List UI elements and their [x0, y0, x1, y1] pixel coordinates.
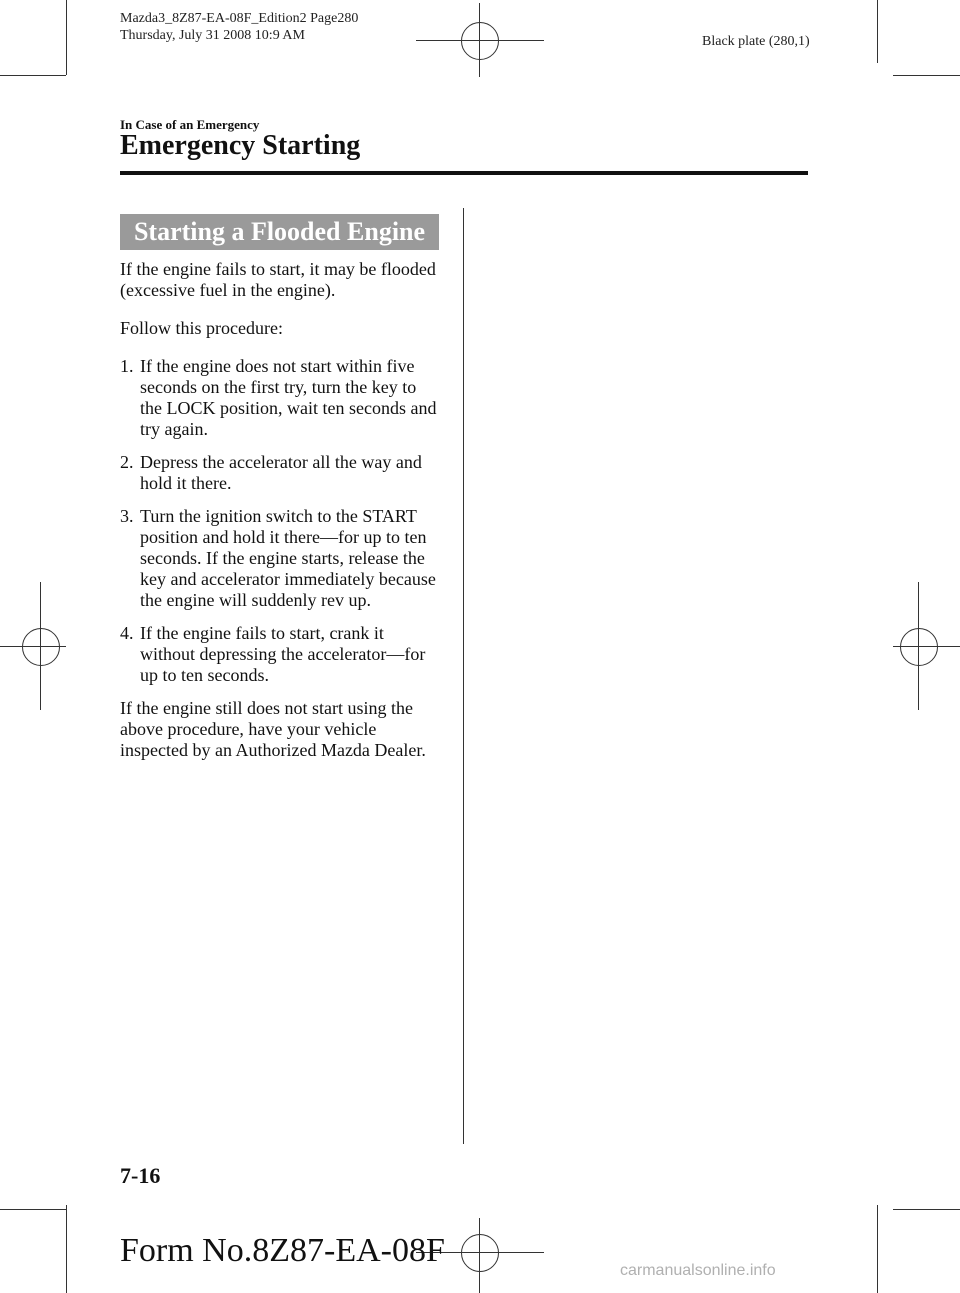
crop-mark	[0, 1209, 66, 1210]
crop-mark	[66, 1205, 67, 1293]
registration-mark-circle	[461, 22, 499, 60]
step-text: If the engine fails to start, crank it without depressing the accelerator—for up to ten seconds.	[140, 623, 426, 685]
title-rule	[120, 171, 808, 175]
step-item	[120, 623, 442, 686]
registration-mark-circle	[900, 628, 938, 666]
procedure-steps	[120, 356, 442, 686]
crop-mark	[893, 1209, 960, 1210]
print-meta	[120, 10, 358, 44]
registration-mark-circle	[22, 628, 60, 666]
crop-mark	[66, 0, 67, 75]
registration-mark-circle	[461, 1234, 499, 1272]
section-label: In Case of an Emergency	[120, 117, 260, 132]
step-number: 2.	[120, 452, 134, 472]
closing-paragraph: If the engine still does not start using the above procedure, have your vehicle inspected by an Authorized Mazda Dealer.	[120, 698, 426, 760]
step-item	[120, 506, 442, 611]
crop-mark	[877, 0, 878, 63]
step-item	[120, 356, 442, 440]
step-item	[120, 452, 442, 494]
subsection-heading: Starting a Flooded Engine	[120, 214, 439, 250]
body-column	[120, 259, 442, 778]
step-text: Turn the ignition switch to the START position and hold it there—for up to ten seconds. If the engine starts, release the key and accelerator immediately because the engine will suddenly rev up.	[140, 506, 436, 610]
watermark: carmanualsonline.info	[620, 1262, 776, 1279]
date-line: Thursday, July 31 2008 10:9 AM	[120, 28, 305, 43]
page-number: 7-16	[120, 1163, 161, 1188]
intro-paragraph: If the engine fails to start, it may be flooded (excessive fuel in the engine).	[120, 259, 436, 300]
form-number: Form No.8Z87-EA-08F	[120, 1232, 445, 1269]
step-number: 4.	[120, 623, 134, 643]
lead-paragraph: Follow this procedure:	[120, 318, 283, 338]
file-line: Mazda3_8Z87-EA-08F_Edition2 Page280	[120, 11, 359, 26]
step-text: If the engine does not start within five seconds on the first try, turn the key to the LOCK position, wait ten seconds and try again.	[140, 356, 437, 439]
column-divider	[463, 208, 464, 1144]
step-number: 1.	[120, 356, 134, 376]
crop-mark	[0, 75, 66, 76]
crop-mark	[877, 1205, 878, 1293]
chapter-title: Emergency Starting	[120, 130, 361, 161]
crop-mark	[893, 75, 960, 76]
step-number: 3.	[120, 506, 134, 526]
plate-label: Black plate (280,1)	[702, 34, 810, 49]
step-text: Depress the accelerator all the way and hold it there.	[140, 452, 422, 493]
